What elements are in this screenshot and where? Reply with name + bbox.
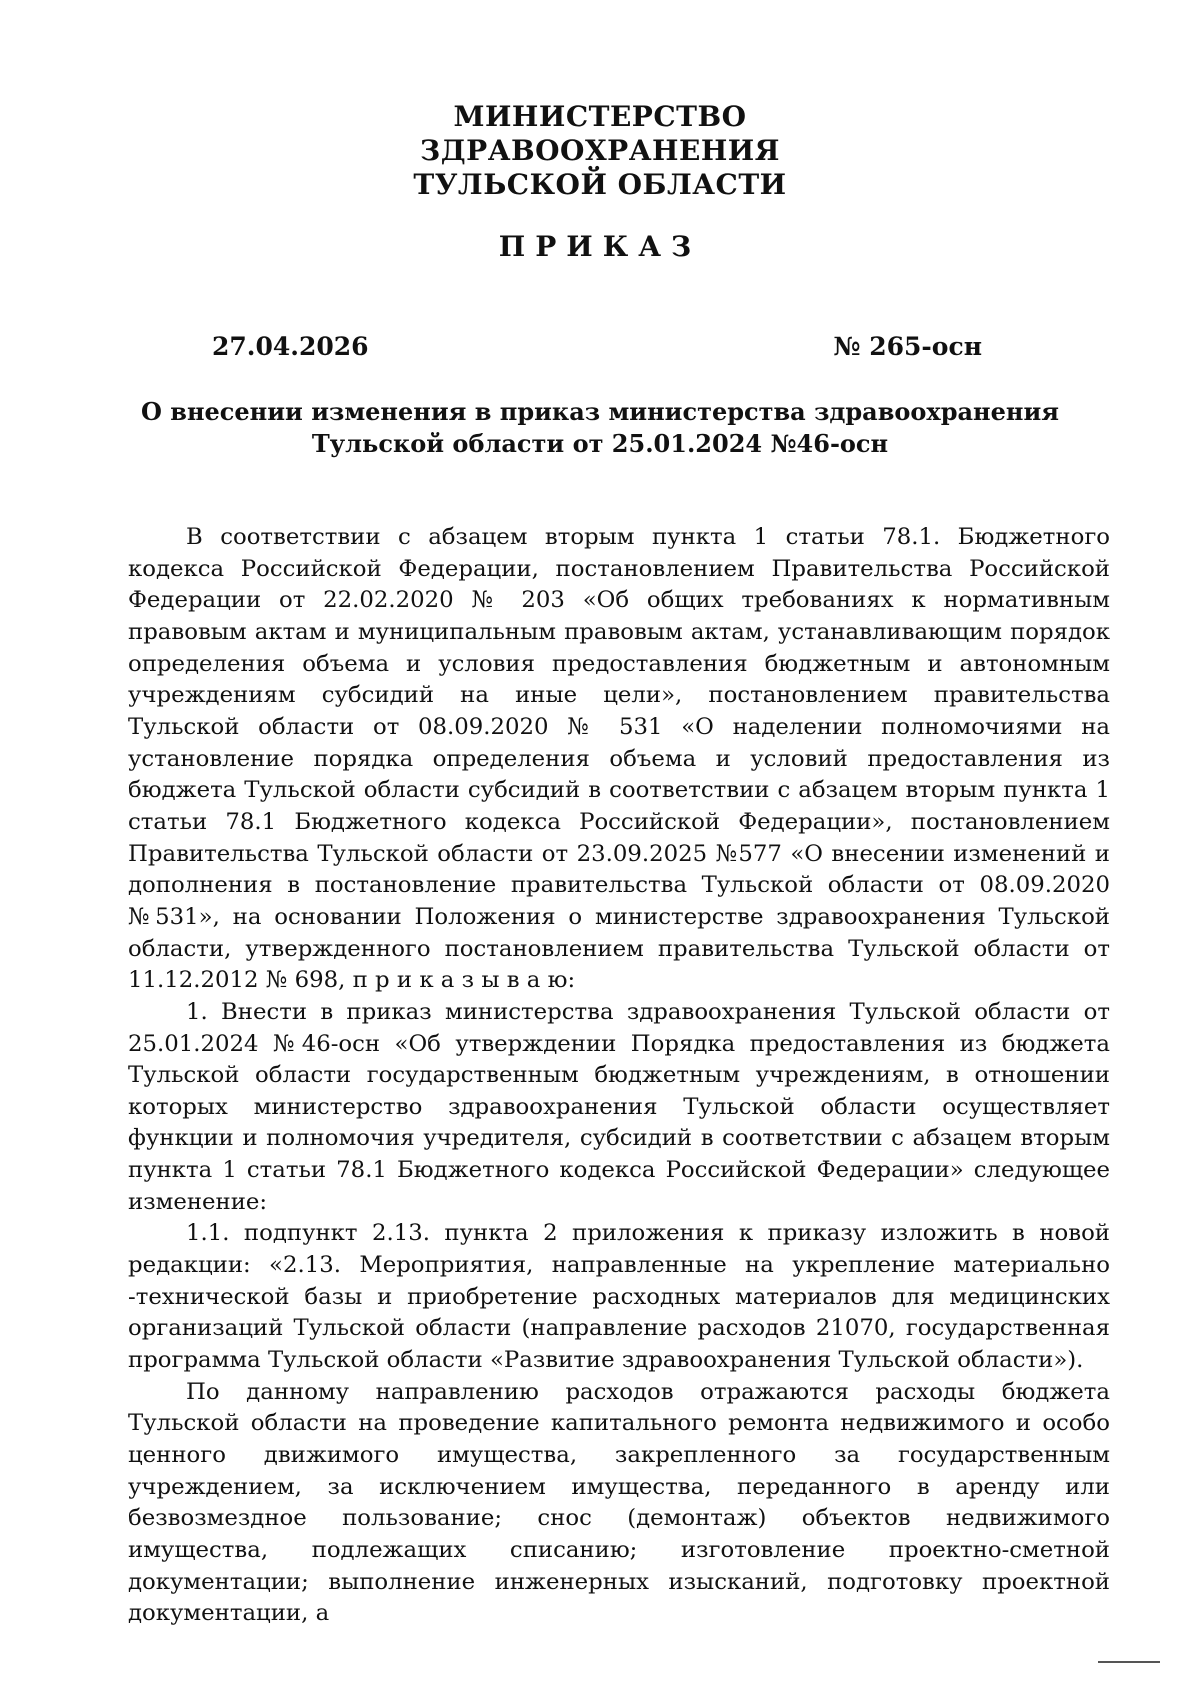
body-paragraph: 1. Внести в приказ министерства здравоохранения Тульской области от 25.01.2024 №46-осн «Об утверждении Порядка предоставления из бюджета Тульской области государственным бюджетным учреждениям, в отношении которых министерство здравоохранения Тульской области осуществляет функции и полномочия учредителя, субсидий в соответствии с абзацем вторым пункта 1 статьи 78.1 Бюджетного кодекса Российской Федерации» следующее изменение: [128, 998, 1110, 1215]
title-line: Тульской области от 25.01.2024 №46-осн [311, 429, 889, 458]
order-body [128, 522, 1110, 1630]
header-line: МИНИСТЕРСТВО [453, 100, 747, 133]
order-number: № 265-осн [833, 332, 982, 361]
header-line: ЗДРАВООХРАНЕНИЯ [420, 134, 780, 167]
body-paragraph: 1.1. подпункт 2.13. пункта 2 приложения к приказу изложить в новой редакции: «2.13. Мероприятия, направленные на укрепление материально -технической базы и приобретение расходных материалов для медицинских организаций Тульской области (направление расходов 21070, государственная программа Тульской области «Развитие здравоохранения Тульской области»). [128, 1220, 1110, 1374]
order-title [0, 396, 1200, 460]
title-line: О внесении изменения в приказ министерства здравоохранения [141, 397, 1059, 426]
scan-line-mark [1098, 1661, 1160, 1663]
order-date: 27.04.2026 [212, 332, 369, 361]
body-paragraph: По данному направлению расходов отражаются расходы бюджета Тульской области на проведение капитального ремонта недвижимого и особо ценного движимого имущества, закрепленного за государственным учреждением, за исключением имущества, переданного в аренду или безвозмездное пользование; снос (демонтаж) объектов недвижимого имущества, подлежащих списанию; изготовление проектно-сметной документации; выполнение инженерных изысканий, подготовку проектной документации, а [128, 1378, 1110, 1627]
ministry-header [0, 100, 1200, 202]
header-line: ТУЛЬСКОЙ ОБЛАСТИ [413, 168, 787, 201]
body-paragraph: В соответствии с абзацем вторым пункта 1 статьи 78.1. Бюджетного кодекса Российской Федерации, постановлением Правительства Российской Федерации от 22.02.2020 № 203 «Об общих требованиях к нормативным правовым актам и муниципальным правовым актам, устанавливающим порядок определения объема и условия предоставления бюджетным и автономным учреждениям субсидий на иные цели», постановлением правительства Тульской области от 08.09.2020 № 531 «О наделении полномочиями на установление порядка определения объема и условий предоставления из бюджета Тульской области субсидий в соответствии с абзацем вторым пункта 1 статьи 78.1 Бюджетного кодекса Российской Федерации», постановлением Правительства Тульской области от 23.09.2025 №577 «О внесении изменений и дополнения в постановление правительства Тульской области от 08.09.2020 №531», на основании Положения о министерстве здравоохранения Тульской области, утвержденного постановлением правительства Тульской области от 11.12.2012 № 698, п р и к а з ы в а ю: [128, 524, 1110, 994]
order-heading: ПРИКАЗ [498, 230, 702, 263]
